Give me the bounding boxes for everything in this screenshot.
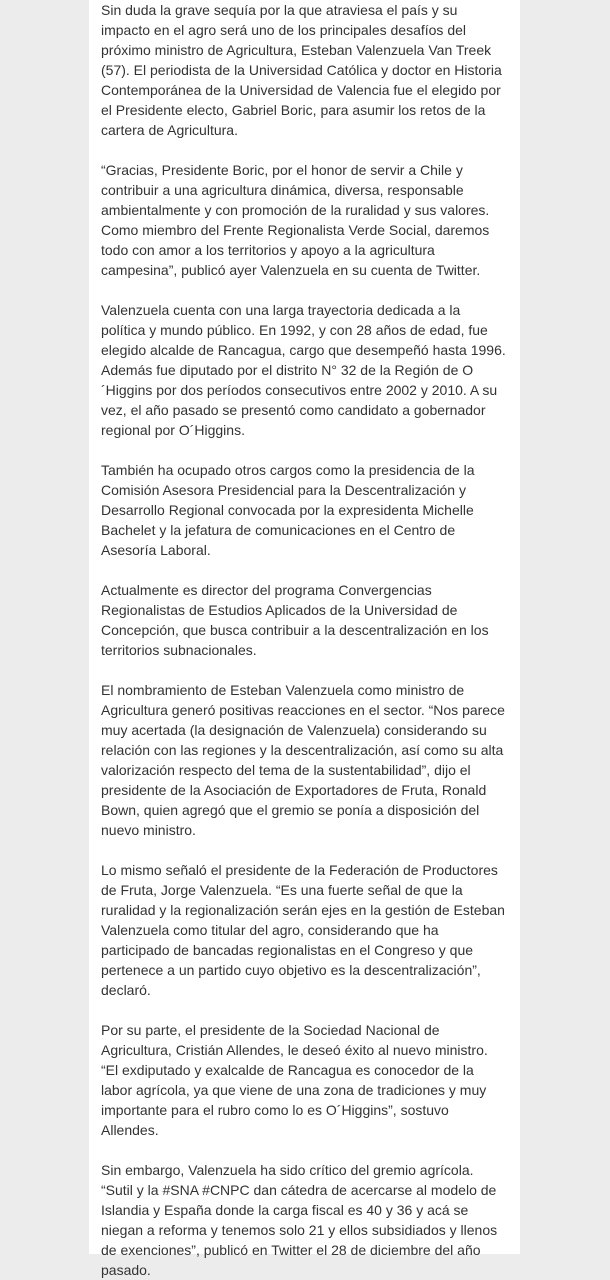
article-paragraph: Por su parte, el presidente de la Sociedad Nacional de Agricultura, Cristián Allendes, le deseó éxito al nuevo ministro. “El exdiputado y exalcalde de Rancagua es conocedor de la labor agrícola, ya que viene de una zona de tradiciones y muy importante para el rubro como lo es O´Higgins”, sostuvo Allendes. <box>101 1022 488 1138</box>
article-body <box>89 0 520 1278</box>
article-paragraph: Valenzuela cuenta con una larga trayectoria dedicada a la política y mundo público. En 1992, y con 28 años de edad, fue elegido alcalde de Rancagua, cargo que desempeñó hasta 1996. Además fue diputado por el distrito N° 32 de la Región de O´Higgins por dos períodos consecutivos entre 2002 y 2010. A su vez, el año pasado se presentó como candidato a gobernador regional por O´Higgins. <box>101 302 506 438</box>
article-paragraph: También ha ocupado otros cargos como la presidencia de la Comisión Asesora Presidencial para la Descentralización y Desarrollo Regional convocada por la expresidenta Michelle Bachelet y la jefatura de comunicaciones en el Centro de Asesoría Laboral. <box>101 462 475 558</box>
article-paragraph: El nombramiento de Esteban Valenzuela como ministro de Agricultura generó positivas reacciones en el sector. “Nos parece muy acertada (la designación de Valenzuela) considerando su relación con las regiones y la descentralización, así como su alta valorización respecto del tema de la sustentabilidad”, dijo el presidente de la Asociación de Exportadores de Fruta, Ronald Bown, quien agregó que el gremio se ponía a disposición del nuevo ministro. <box>101 682 505 838</box>
article-paragraph: “Gracias, Presidente Boric, por el honor de servir a Chile y contribuir a una agricultura dinámica, diversa, responsable ambientalmente y con promoción de la ruralidad y sus valores. Como miembro del Frente Regionalista Verde Social, daremos todo con amor a los territorios y apoyo a la agricultura campesina”, publicó ayer Valenzuela en su cuenta de Twitter. <box>101 162 490 278</box>
article-paragraph: Sin duda la grave sequía por la que atraviesa el país y su impacto en el agro será uno de los principales desafíos del próximo ministro de Agricultura, Esteban Valenzuela Van Treek (57). El periodista de la Universidad Católica y doctor en Historia Contemporánea de la Universidad de Valencia fue el elegido por el Presidente electo, Gabriel Boric, para asumir los retos de la cartera de Agricultura. <box>101 2 502 138</box>
article-paragraph: Lo mismo señaló el presidente de la Federación de Productores de Fruta, Jorge Valenzuela. “Es una fuerte señal de que la ruralidad y la regionalización serán ejes en la gestión de Esteban Valenzuela como titular del agro, considerando que ha participado de bancadas regionalistas en el Congreso y que pertenece a un partido cuyo objetivo es la descentralización”, declaró. <box>101 862 505 998</box>
article-paragraph: Actualmente es director del programa Convergencias Regionalistas de Estudios Aplicados de la Universidad de Concepción, que busca contribuir a la descentralización en los territorios subnacionales. <box>101 582 489 658</box>
article-paragraph: Sin embargo, Valenzuela ha sido crítico del gremio agrícola. “Sutil y la #SNA #CNPC dan cátedra de acercarse al modelo de Islandia y España donde la carga fiscal es 40 y 36 y acá se niegan a reforma y tenemos solo 21 y ellos subsidiados y llenos de exenciones”, publicó en Twitter el 28 de diciembre del año pasado. <box>101 1162 498 1278</box>
